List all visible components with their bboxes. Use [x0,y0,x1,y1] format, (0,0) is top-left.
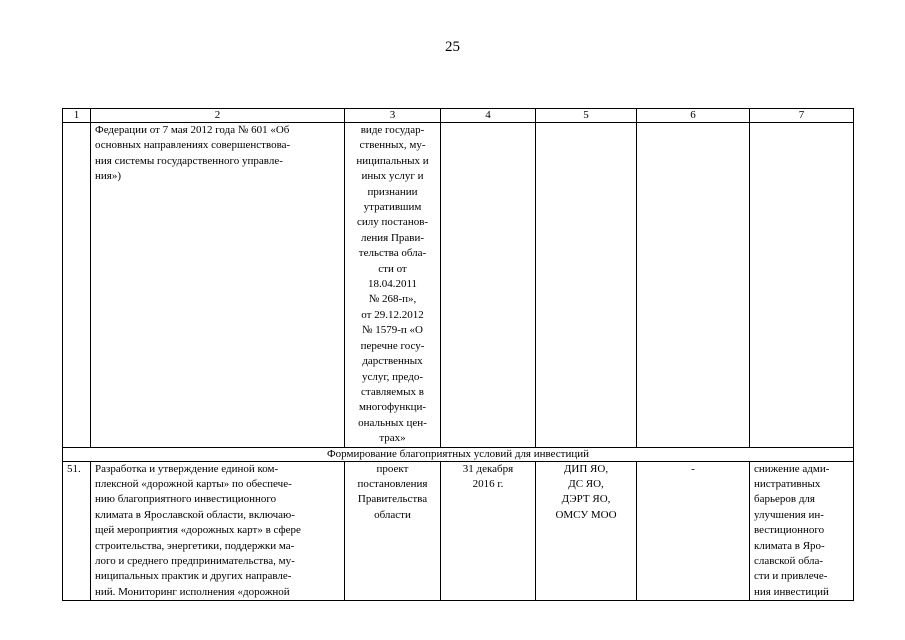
deadline-cell: 31 декабря 2016 г. [441,461,536,601]
column-6-cell: - [637,461,750,601]
column-header: 6 [637,109,750,123]
column-header: 4 [441,109,536,123]
responsible-cell [536,123,637,448]
deadline-cell [441,123,536,448]
result-cell [750,123,854,448]
measure-cell: Федерации от 7 мая 2012 года № 601 «Об основных направлениях совершенствова- ния системы государственного управле- ния») [91,123,345,448]
column-header: 7 [750,109,854,123]
column-header: 5 [536,109,637,123]
column-header: 2 [91,109,345,123]
table-row [63,461,854,601]
document-form-cell: виде государ- ственных, му- ниципальных и иных услуг и признании утратившим силу постанов- ления Прави- тельства обла- сти от 18.04.2011 № 268-п», от 29.12.2012 № 1579-п «О перечне госу- дарственных услуг, предо- ставляемых в многофункци- ональных цен- трах» [345,123,441,448]
column-6-cell [637,123,750,448]
section-title: Формирование благоприятных условий для инвестиций [63,447,854,461]
measure-cell: Разработка и утверждение единой ком- плексной «дорожной карты» по обеспече- нию благоприятного инвестиционного климата в Ярославской области, включаю- щей мероприятия «дорожных карт» в сфере строительства, энергетики, поддержки ма- лого и среднего предпринимательства, му- ниципальных практик и других направле- ний. Мониторинг исполнения «дорожной [91,461,345,601]
responsible-cell: ДИП ЯО, ДС ЯО, ДЭРТ ЯО, ОМСУ МОО [536,461,637,601]
column-header: 3 [345,109,441,123]
result-cell: снижение адми- нистративных барьеров для улучшения ин- вестиционного климата в Яро- славской обла- сти и привлече- ния инвестиций [750,461,854,601]
table-row [63,123,854,448]
column-header: 1 [63,109,91,123]
page-number: 25 [445,39,460,55]
row-number-cell [63,123,91,448]
row-number-cell: 51. [63,461,91,601]
section-header-row [63,447,854,461]
measures-table [62,108,854,601]
document-form-cell: проект постановления Правительства области [345,461,441,601]
table-header-row [63,109,854,123]
